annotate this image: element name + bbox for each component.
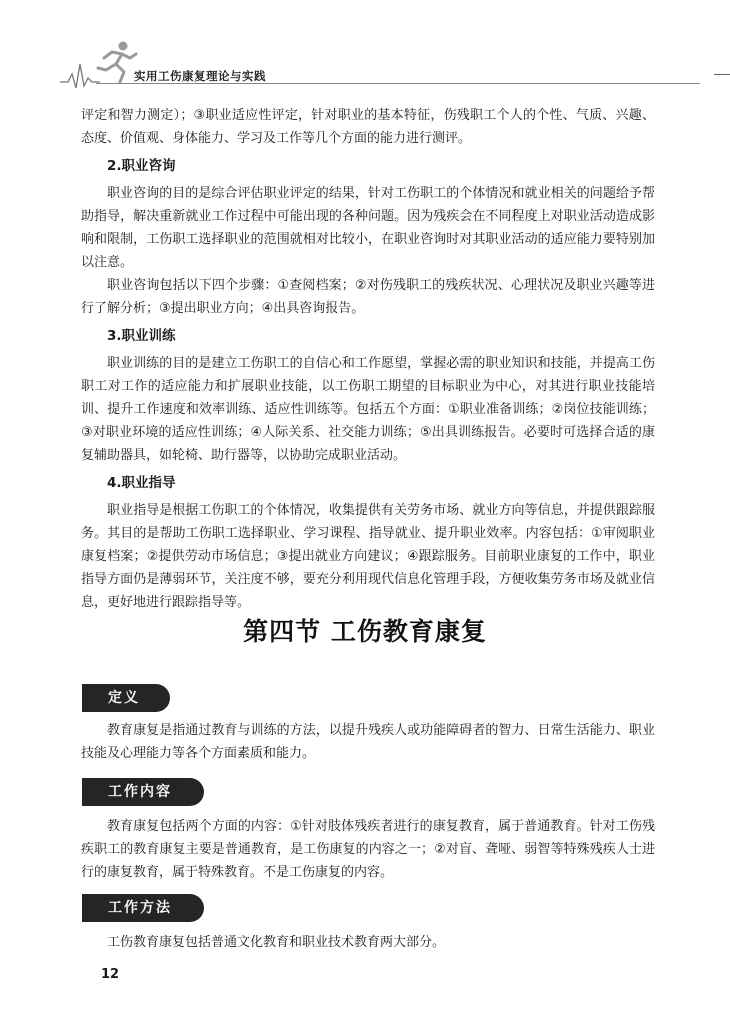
page-edge-mark <box>714 74 730 75</box>
paragraph: 教育康复是指通过教育与训练的方法，以提升残疾人或功能障碍者的智力、日常生活能力、职业技能及心理能力等各个方面素质和能力。 <box>81 723 655 761</box>
body-text <box>81 104 655 614</box>
method-block <box>81 931 655 954</box>
header-runner-logo <box>0 28 300 98</box>
label-definition: 定义 <box>82 684 170 712</box>
label-work-method: 工作方法 <box>82 894 204 922</box>
page-number: 12 <box>101 967 120 982</box>
content-block <box>81 815 655 884</box>
paragraph: 职业指导是根据工伤职工的个体情况，收集提供有关劳务市场、就业方向等信息，并提供跟踪服务。其目的是帮助工伤职工选择职业、学习课程、指导就业、提升职业效率。内容包括：①审阅职业康复档案；②提供劳动市场信息；③提出就业方向建议；④跟踪服务。目前职业康复的工作中，职业指导方面仍是薄弱环节，关注度不够，要充分利用现代信息化管理手段，方便收集劳务市场及就业信息，更好地进行跟踪指导等。 <box>81 503 655 610</box>
label-work-content: 工作内容 <box>82 778 204 806</box>
heading-vocational-counseling: 2.职业咨询 <box>107 158 176 174</box>
heartbeat-line-icon <box>60 64 100 88</box>
header-divider <box>96 83 700 84</box>
paragraph: 职业咨询的目的是综合评估职业评定的结果，针对工伤职工的个体情况和就业相关的问题给予帮助指导，解决重新就业工作过程中可能出现的各种问题。因为残疾会在不同程度上对职业活动造成影响和限制，工伤职工选择职业的范围就相对比较小，在职业咨询时对其职业活动的适应能力要特别加以注意。 <box>81 186 655 270</box>
runner-icon <box>98 42 136 83</box>
definition-block <box>81 719 655 765</box>
paragraph: 教育康复包括两个方面的内容：①针对肢体残疾者进行的康复教育，属于普通教育。针对工伤残疾职工的教育康复主要是普通教育，是工伤康复的内容之一；②对盲、聋哑、弱智等特殊残疾人士进行的康复教育，属于特殊教育。不是工伤康复的内容。 <box>81 819 655 880</box>
paragraph: 职业训练的目的是建立工伤职工的自信心和工作愿望，掌握必需的职业知识和技能，并提高工伤职工对工作的适应能力和扩展职业技能，以工伤职工期望的目标职业为中心，对其进行职业技能培训、提升工作速度和效率训练、适应性训练等。包括五个方面：①职业准备训练；②岗位技能训练；③对职业环境的适应性训练；④人际关系、社交能力训练；⑤出具训练报告。必要时可选择合适的康复辅助器具，如轮椅、助行器等，以协助完成职业活动。 <box>81 356 655 463</box>
section-title: 第四节 工伤教育康复 <box>243 617 487 646</box>
heading-vocational-guidance: 4.职业指导 <box>107 475 176 491</box>
paragraph-continued: 评定和智力测定）；③职业适应性评定，针对职业的基本特征，伤残职工个人的个性、气质、兴趣、态度、价值观、身体能力、学习及工作等几个方面的能力进行测评。 <box>81 108 655 146</box>
paragraph: 工伤教育康复包括普通文化教育和职业技术教育两大部分。 <box>107 935 446 950</box>
heading-vocational-training: 3.职业训练 <box>107 328 176 344</box>
book-title: 实用工伤康复理论与实践 <box>134 69 266 83</box>
paragraph: 职业咨询包括以下四个步骤：①查阅档案；②对伤残职工的残疾状况、心理状况及职业兴趣等进行了解分析；③提出职业方向；④出具咨询报告。 <box>81 278 655 316</box>
